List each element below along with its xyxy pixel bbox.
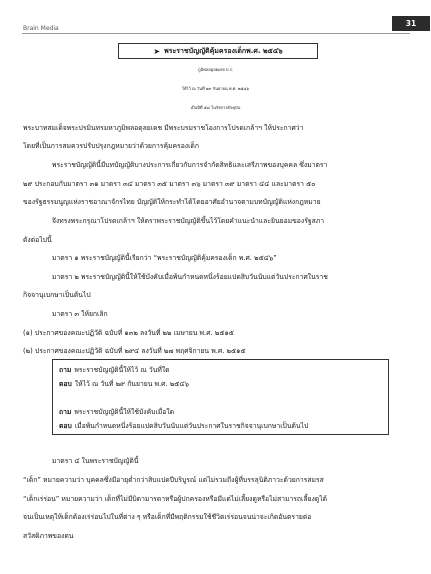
- page-number-badge: 31: [392, 16, 430, 31]
- body-line: กิจจานุเบกษาเป็นต้นไป: [23, 291, 91, 299]
- body-line: ดังต่อไปนี้: [23, 236, 52, 244]
- body-line: โดยที่เป็นการสมควรปรับปรุงกฎหมายว่าด้วยการคุ้มครองเด็ก: [23, 142, 199, 150]
- qa-question-1: ถาม พระราชบัญญัตินี้ให้ไว้ ณ วันที่ใด: [59, 366, 170, 374]
- body-line: ๒๙ ประกอบกับมาตรา ๓๑ มาตรา ๓๔ มาตรา ๓๕ มาตรา ๓๖ มาตรา ๓๙ มาตรา ๔๔ และมาตรา ๕๐: [23, 180, 316, 188]
- act-title: พระราชบัญญัติคุ้มครองเด็กพ.ศ. ๒๕๔๖: [164, 46, 283, 55]
- section-4: มาตรา ๔ ในพระราชบัญญัตินี้: [52, 457, 139, 465]
- body-line: ของรัฐธรรมนูญแห่งราชอาณาจักรไทย บัญญัติให้กระทำได้โดยอาศัยอำนาจตามบทบัญญัติแห่งกฎหมาย: [23, 198, 321, 206]
- preamble-king: ภูมิพลอดุลยเดช ป.ร.: [197, 67, 234, 72]
- arrow-bullet-icon: ➤: [153, 46, 161, 56]
- qa-question-2: ถาม พระราชบัญญัตินี้ให้ใช้บังคับเมื่อใด: [59, 408, 175, 416]
- brand-label: Brain Media: [23, 25, 59, 32]
- definition-line: “เด็ก” หมายความว่า บุคคลซึ่งมีอายุต่ำกว่าสิบแปดปีบริบูรณ์ แต่ไม่รวมถึงผู้ที่บรรลุนิติภาวะด้วยการสมรส: [23, 476, 324, 484]
- section-1: มาตรา ๑ พระราชบัญญัตินี้เรียกว่า “พระราชบัญญัติคุ้มครองเด็ก พ.ศ. ๒๕๔๖”: [52, 254, 277, 262]
- body-line: พระราชบัญญัตินี้มีบทบัญญัติบางประการเกี่ยวกับการจำกัดสิทธิและเสรีภาพของบุคคล ซึ่งมาตรา: [52, 161, 328, 169]
- section-3: มาตรา ๓ ให้ยกเลิก: [52, 310, 108, 318]
- act-title-box: [118, 43, 318, 59]
- qa-answer-1: ตอบ ให้ไว้ ณ วันที่ ๒๙ กันยายน พ.ศ. ๒๕๔๖: [59, 380, 189, 388]
- body-line: จึงทรงพระกรุณาโปรดเกล้าฯ ให้ตราพระราชบัญญัติขึ้นไว้โดยคำแนะนำและยินยอมของรัฐสภา: [52, 217, 325, 225]
- qa-summary-box: [52, 359, 389, 435]
- qa-answer-2: ตอบ เมื่อพ้นกำหนดหนึ่งร้อยแปดสิบวันนับแต่วันประกาศในราชกิจจานุเบกษาเป็นต้นไป: [59, 422, 309, 430]
- definition-line: สวัสดิภาพของตน: [23, 532, 74, 540]
- definition-line: จนเป็นเหตุให้เด็กต้องเร่ร่อนไปในที่ต่าง ๆ หรือเด็กที่มีพฤติกรรมใช้ชีวิตเร่ร่อนจนน่าจะเกิดอันตรายต่อ: [23, 513, 312, 521]
- preamble-given-date: ให้ไว้ ณ วันที่ ๒๙ กันยายน พ.ศ. ๒๕๔๖: [181, 86, 250, 91]
- repeal-item-2: (๒) ประกาศของคณะปฏิวัติ ฉบับที่ ๒๙๔ ลงวันที่ ๒๗ พฤศจิกายน พ.ศ. ๒๕๑๕: [23, 347, 246, 355]
- body-line: พระบาทสมเด็จพระปรมินทรมหาภูมิพลอดุลยเดช มีพระบรมราชโองการโปรดเกล้าฯ ให้ประกาศว่า: [23, 124, 304, 132]
- repeal-item-1: (๑) ประกาศของคณะปฏิวัติ ฉบับที่ ๑๓๒ ลงวันที่ ๒๒ เมษายน พ.ศ. ๒๕๑๕: [23, 329, 234, 337]
- preamble-reign-year: เป็นปีที่ ๕๘ ในรัชกาลปัจจุบัน: [190, 105, 241, 110]
- header-divider: [22, 33, 410, 34]
- section-2: มาตรา ๒ พระราชบัญญัตินี้ให้ใช้บังคับเมื่อพ้นกำหนดหนึ่งร้อยแปดสิบวันนับแต่วันประกาศในราช: [52, 273, 328, 281]
- definition-line: “เด็กเร่ร่อน” หมายความว่า เด็กที่ไม่มีบิดามารดาหรือผู้ปกครองหรือมีแต่ไม่เลี้ยงดูหรือไม่สามารถเลี้ยงดูได้: [23, 495, 328, 503]
